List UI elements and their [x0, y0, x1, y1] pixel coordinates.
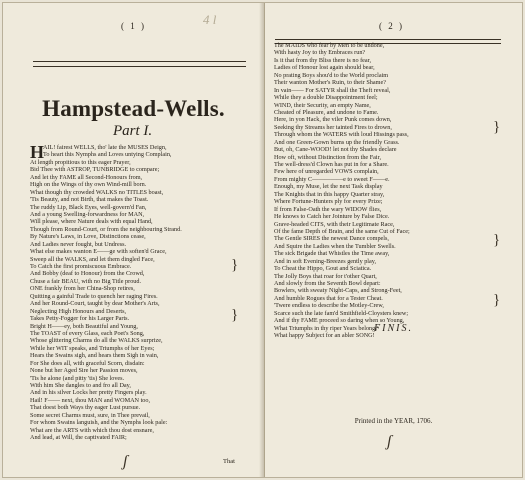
book-spread	[2, 2, 523, 478]
page-number-left: ( 1 )	[121, 21, 146, 31]
verse-line: Through whom the WATERS with loud Hissings pass,	[274, 131, 409, 139]
verse-line: To heart this Nymphs and Loves untying Complain,	[43, 151, 172, 159]
verse-line: And Ladies never fought, but Undress.	[30, 240, 127, 248]
verse-line: Where Fortune-Hunters ply for every Prize;	[274, 198, 383, 206]
verse-line: Though from Round-Court, or from the neighbouring Strand.	[30, 225, 182, 233]
verse-line: None but her Aged Sire her Passion moves,	[30, 367, 138, 375]
verse-line: If from False-Oath the wary WIDOW flies,	[274, 205, 382, 213]
verse-line: The MAIDS who fear by Men to be undone,	[274, 42, 385, 49]
verse-line: And Bobby (deaf to Honour) from the Crowd,	[30, 270, 145, 278]
verse-line: The sick Brigade that Whistles the Time away,	[274, 250, 390, 258]
triplet-brace-icon: }	[231, 257, 239, 273]
verse-line: Here, in yon Hack, the viler Punk comes down,	[274, 116, 392, 124]
verse-line: And let thy FAME all Second-Honours from,	[30, 173, 143, 181]
verse-line: High on the Wings of thy own Wind-mill born.	[30, 181, 147, 189]
verse-line: Whose glittering Charms do all the WALKS surprize,	[30, 337, 163, 345]
verse-line: Ladies of Honour lost again should bear,	[274, 64, 375, 72]
verse-line: No prating Boys shou'd to the World proclaim	[274, 71, 389, 79]
verse-line: At length propitious to this eager Prayer,	[30, 158, 131, 166]
verse-line: Hail! F—— next, thou MAN and WOMAN too,	[30, 396, 151, 404]
verse-line: Bowlers, with sweaty Night-Caps, and Strong-Feet,	[274, 287, 402, 295]
verse-line: Cheated of Pleasure, and undone to Fame.	[274, 108, 379, 116]
imprint: Printed in the YEAR, 1706.	[354, 417, 433, 425]
verse-line: The Knights that in this happy Quarter stray,	[274, 190, 385, 198]
verse-line: 'Tis Beauty, and not Birth, that makes the Toast.	[30, 196, 149, 204]
verse-line: With hasty Joy to thy Embraces run?	[274, 49, 366, 57]
verse-line: And one Green-Gown burns up the friendly Grass.	[274, 138, 400, 146]
top-rule	[33, 61, 246, 62]
page-number-right: ( 2 )	[379, 21, 404, 31]
verse-line: AIL! fairest WELLS, tho' late the MUSES Deign,	[43, 144, 167, 151]
finis: FINIS.	[374, 323, 413, 334]
verse-line: And lead, at Will, the captivated FAIR;	[30, 434, 127, 442]
verse-line: Takes Petty-Fogger for his Larger Parts.	[30, 315, 130, 323]
verse-line: Neglecting High Honours and Deserts,	[30, 307, 127, 315]
verse-line: Grave-headed CITS, with their Legitimate Race,	[274, 220, 395, 228]
triplet-brace-icon: }	[231, 307, 239, 323]
verse-line: And Squire the Ladies when the Tumbler Swells.	[274, 242, 396, 250]
verse-line: Their wanton Mother's Ruin, to their Shame?	[274, 79, 386, 87]
verse-line: Bright H——ey, both Beautiful and Young,	[30, 322, 138, 330]
verse-line: What Triumphs in thy riper Years belong?	[274, 324, 378, 332]
verse-line: ONE frankly from her China-Shop retires,	[30, 285, 135, 293]
verse-line: And humble Rogues that for a Tester Cheat.	[274, 294, 383, 302]
poem-text-right	[274, 42, 510, 340]
verse-line: But, oh, Cane-WOOD! let not thy Shades declare	[274, 146, 397, 154]
verse-line: Quitting a gainful Trade to quench her raging Fires.	[30, 292, 158, 300]
verse-line: Seeking thy Streams her tainted Fires to drown,	[274, 123, 392, 131]
left-page	[3, 3, 265, 477]
part-heading: Part I.	[113, 123, 153, 139]
verse-line: Some secret Charms must, sure, in Thee prevail,	[30, 411, 150, 419]
top-rule	[275, 39, 501, 40]
verse-line: From mighty C—————e to sweet F——e.	[274, 175, 390, 183]
verse-line: In vain—— For SATYR shall the Theft reveal,	[274, 86, 391, 94]
verse-line: To Cheat the Hippo, Gout and Sciatica.	[274, 265, 372, 273]
pencil-mark: 4 l	[203, 12, 217, 27]
verse-line: The ruddy Lip, Black Eyes, well-govern'd Fan,	[30, 203, 147, 211]
verse-line: Sweep all the WALKS, and let them dingled Face,	[30, 255, 155, 263]
catchword: That	[223, 458, 235, 465]
triplet-brace-icon: }	[493, 119, 501, 135]
pencil-flourish-icon: ʃ	[387, 433, 392, 450]
verse-line: 'Tis he alone (and pitty 'tis) She loves.	[30, 374, 125, 382]
pencil-flourish-icon: ʃ	[123, 453, 128, 470]
verse-line: And slowly from the Seventh Bowl depart:	[274, 280, 381, 287]
verse-line: Scarce such the late fam'd Smithfield-Cloysters knew;	[274, 309, 409, 317]
poem-title: Hampstead-Wells.	[42, 96, 225, 121]
verse-line: 'Twere endless to describe the Motley-Crew,	[274, 302, 384, 310]
verse-line: Of the fame Depth of Brain, and the same Cut of Face;	[274, 227, 410, 235]
verse-line: He knows to Catch her Jointure by False Dice.	[274, 213, 390, 221]
verse-line: For She does all, with graceful Scorn, disdain:	[30, 359, 145, 367]
verse-line: The TOAST of every Glass, each Poet's Song,	[30, 329, 145, 337]
verse-line: To Catch the first promiscuous Embrace.	[30, 263, 132, 270]
verse-line: While her WIT speaks, and Triumphs of her Eyes;	[30, 344, 155, 352]
verse-line: What are the ARTS with which thou dost ensnare,	[30, 426, 154, 434]
verse-line: While they a double Disappointment feel;	[274, 94, 378, 102]
verse-line: That doest both Ways thy eager Lust pursue.	[30, 404, 141, 412]
verse-line: What happy Subject for an abler SONG!	[274, 332, 375, 340]
verse-line: The well-dress'd Clown has put in for a Share.	[274, 161, 389, 168]
verse-line: Is it that from thy Bliss there is no fear,	[274, 56, 372, 64]
verse-line: The Jolly Boys that roar for t'other Quart,	[274, 272, 377, 280]
verse-line: And her Round-Court, taught by dear Mother's Arts,	[30, 300, 160, 308]
verse-line: The Gentle SIRES the newest Dance compels,	[274, 235, 389, 243]
verse-line: Few here of unregarded VOWS complain,	[274, 168, 379, 176]
drop-cap: H	[30, 142, 45, 162]
verse-line: With him She dangles to and fro all Day,	[30, 382, 131, 389]
right-page	[265, 3, 522, 477]
verse-line: Chuse a fair BEAU, with no Big Title proud.	[30, 277, 142, 285]
verse-line: And a young Swelling-forwardness for MAN,	[30, 210, 145, 218]
verse-line: WIND, their Security, an empty Name,	[274, 101, 371, 109]
poem-text-left	[30, 144, 256, 442]
verse-line: And in his silver Locks her pretty Fingers play.	[30, 389, 147, 397]
verse-line: Enough, my Muse, let the next Task display	[274, 183, 383, 191]
triplet-brace-icon: }	[493, 292, 501, 308]
verse-line: What though thy crowded WALKS no TITLES boast,	[30, 188, 164, 196]
verse-line: And in soft Evening-Breezes gently play,	[274, 257, 377, 265]
triplet-brace-icon: }	[493, 232, 501, 248]
verse-line: What else makes wanton E——ge with soften'd Grace,	[30, 248, 167, 256]
verse-line: Will please, where Nature deals with equal Hand,	[30, 218, 153, 226]
verse-line: And if thy FAME proceed so daring when so Young,	[274, 317, 405, 325]
verse-line: Hears the Swains sigh, and hears them Sigh in vain,	[30, 352, 159, 360]
verse-line: Bid Thee with ASTROP, TUNBRIDGE to compare;	[30, 166, 160, 174]
top-rule-double	[33, 66, 246, 67]
verse-line: By Nature's Laws, in Love, Distinctions cease,	[30, 233, 146, 241]
verse-line: For whom Swains languish, and the Nymphs look pale:	[30, 419, 168, 427]
verse-line: How oft, without Distinction from the Fair,	[274, 153, 381, 161]
